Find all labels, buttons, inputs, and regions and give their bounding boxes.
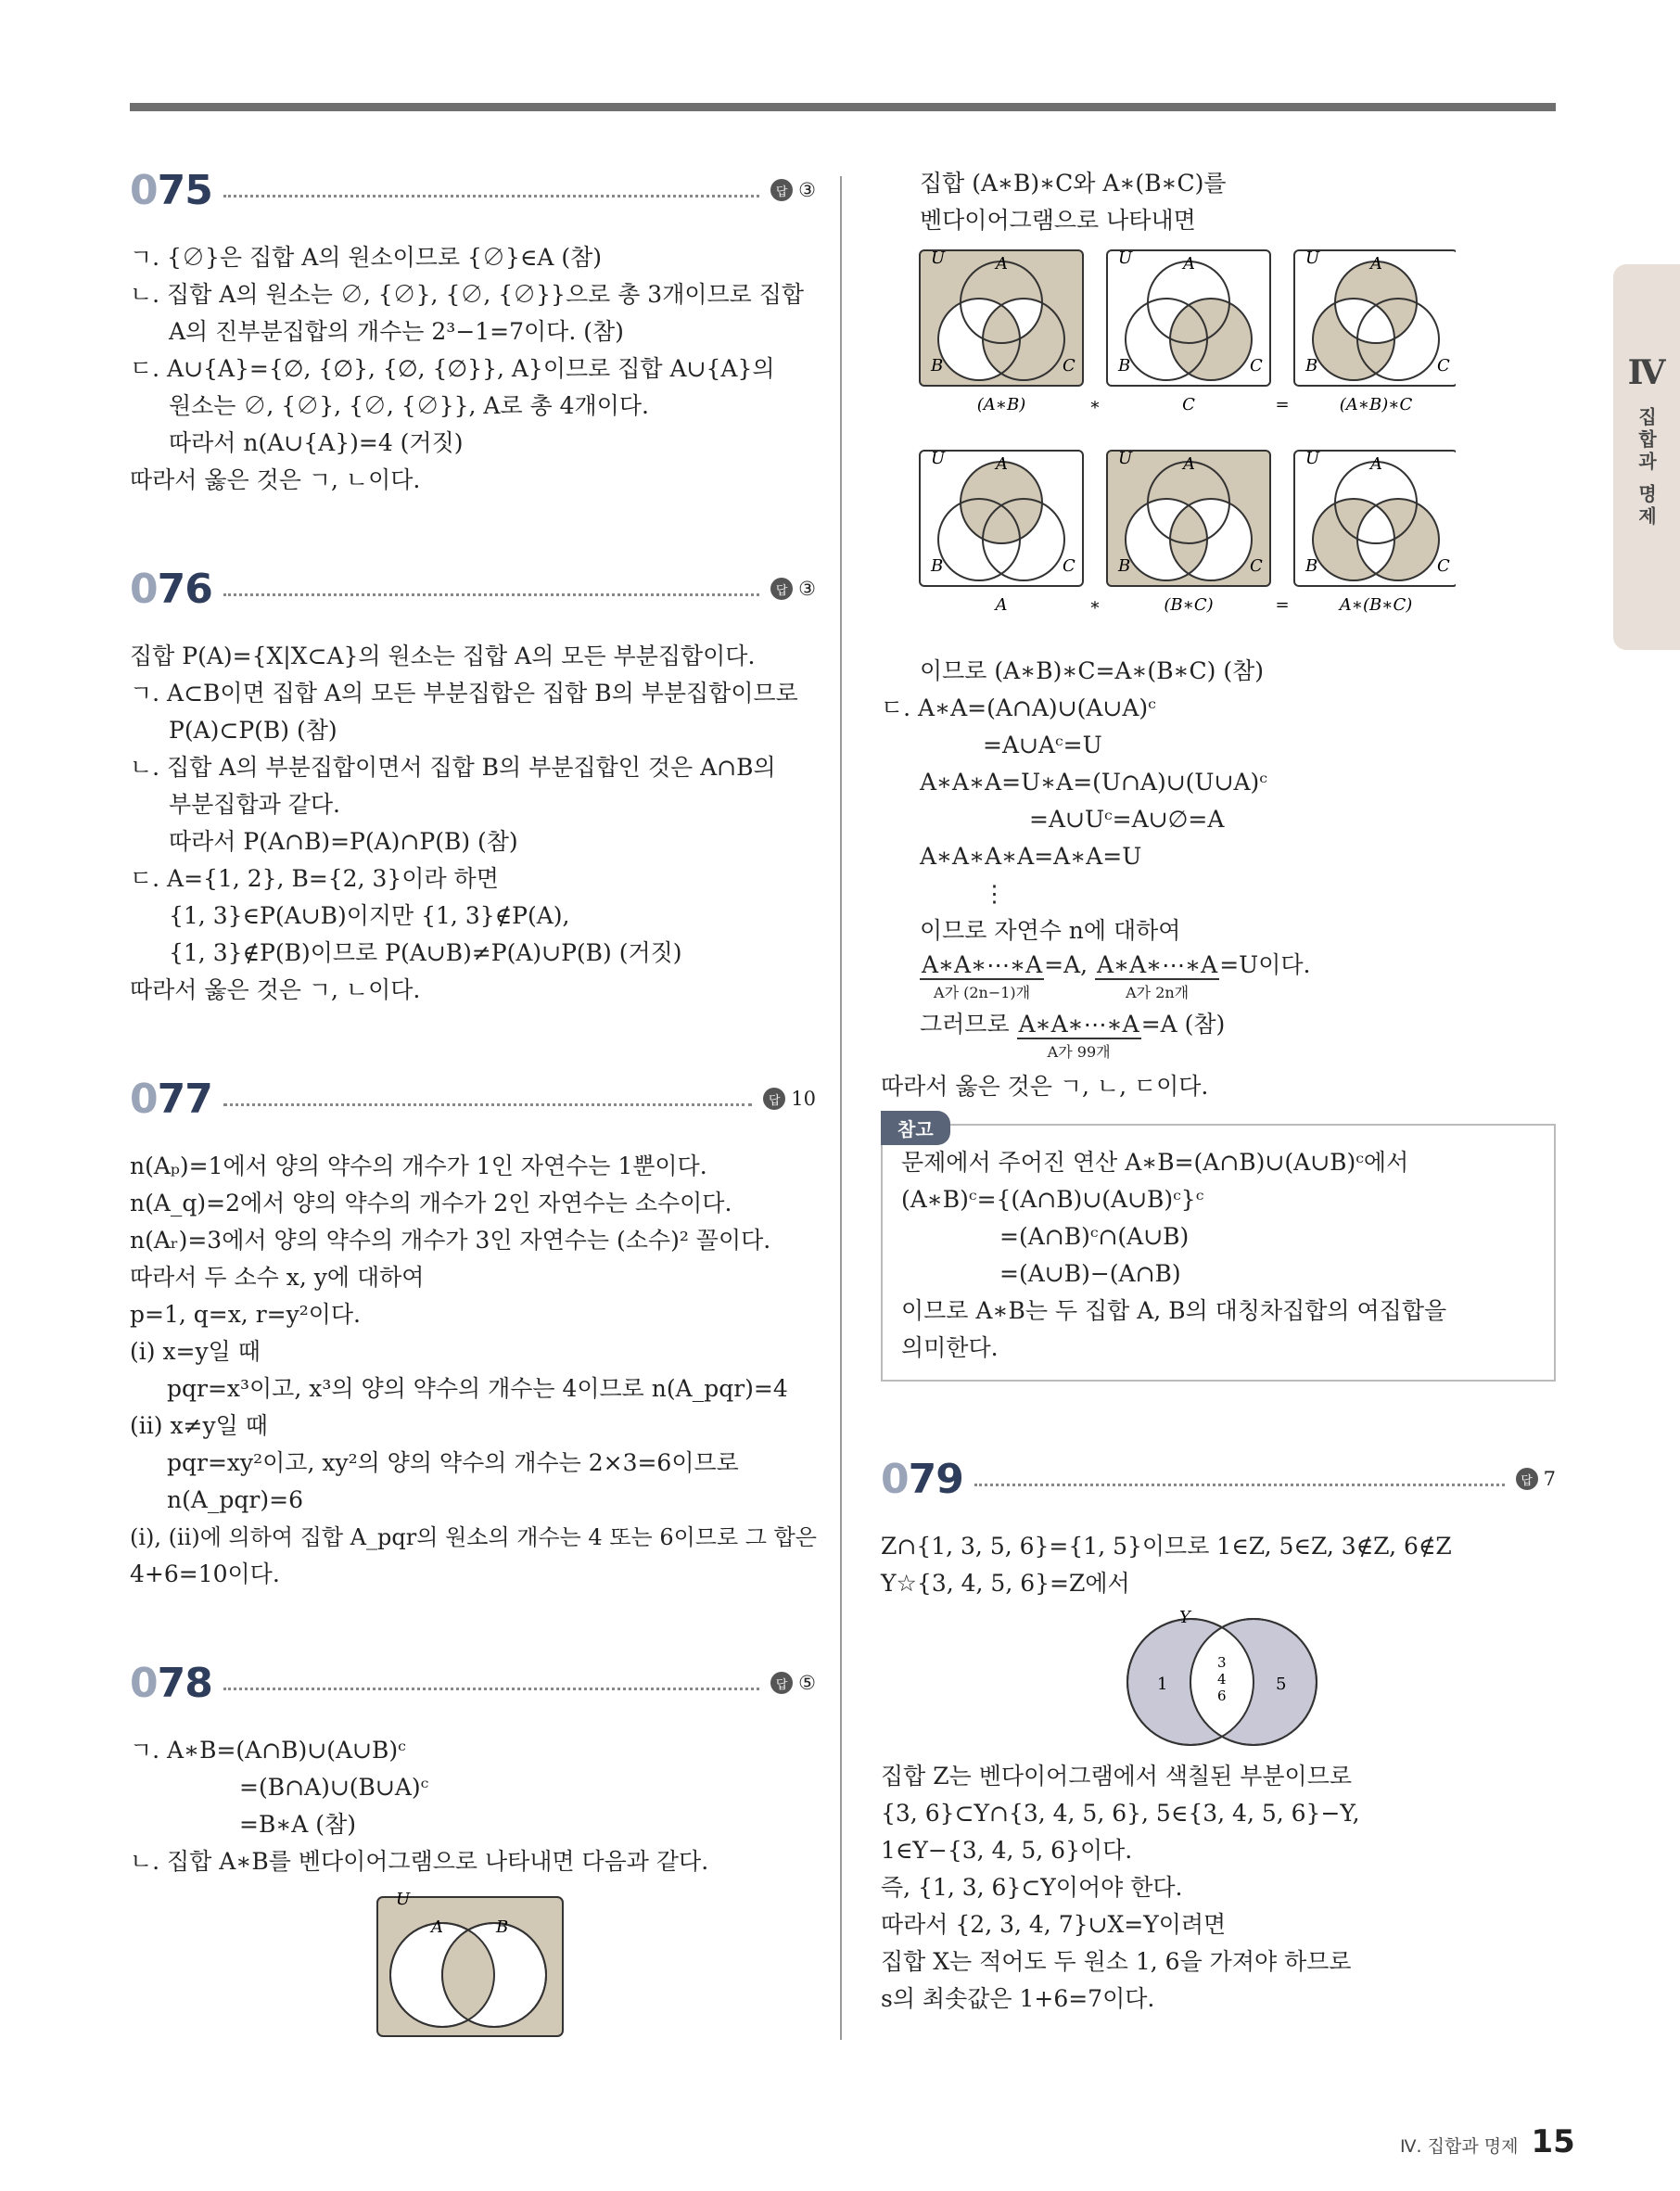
- venn-region-mid: 3: [1217, 1654, 1227, 1671]
- solution-line: ㄴ. 집합 A의 부분집합이면서 집합 B의 부분집합인 것은 A∩B의: [130, 754, 776, 781]
- venn-caption: A∗(B∗C): [1339, 595, 1413, 615]
- solution-line: 따라서 P(A∩B)=P(A)∩P(B) (참): [169, 828, 518, 855]
- problem-079: [881, 1446, 1556, 2018]
- venn-label-c: C: [1250, 556, 1263, 576]
- solution-line: (ⅱ) x≠y일 때: [130, 1412, 268, 1439]
- chapter-side-tab: [1613, 264, 1680, 650]
- solution-line: 원소는 ∅, {∅}, {∅, {∅}}, A로 총 4개이다.: [169, 392, 649, 419]
- brace-line: A∗A∗⋯∗A A가 (2n−1)개 =A, A∗A∗⋯∗A A가 2n개 =U이다.: [881, 949, 1556, 1009]
- solution-line: p=1, q=x, r=y²이다.: [130, 1301, 361, 1328]
- solution-line: 따라서 두 소수 x, y에 대하여: [130, 1264, 425, 1291]
- venn-panel: [1105, 449, 1272, 588]
- venn-label-b: B: [1118, 356, 1131, 376]
- solution-line: 1∈Y−{3, 4, 5, 6}이다.: [881, 1837, 1133, 1864]
- solution-line: =A∪Aᶜ=U: [983, 732, 1102, 758]
- solution-line: n(Aᵣ)=3에서 양의 약수의 개수가 3인 자연수는 (소수)² 꼴이다.: [130, 1227, 771, 1254]
- venn-caption: (A∗B): [976, 395, 1026, 414]
- venn-label-b: B: [496, 1917, 509, 1937]
- problem-header: [130, 556, 816, 621]
- solution-line: ⋮: [983, 880, 1006, 907]
- venn-grid-svg: [918, 248, 1456, 638]
- solution-line: Z∩{1, 3, 5, 6}={1, 5}이므로 1∈Z, 5∈Z, 3∉Z, 6∉Z: [881, 1533, 1452, 1560]
- solution-line: A∗A∗A∗A=A∗A=U: [920, 843, 1142, 870]
- brace-group: A∗A∗⋯∗A A가 (2n−1)개: [920, 949, 1044, 1009]
- solution-line: 이므로 (A∗B)∗C=A∗(B∗C) (참): [920, 657, 1265, 684]
- solution-line: P(A)⊂P(B) (참): [169, 717, 337, 744]
- note-box: [881, 1118, 1556, 1382]
- brace-label: A가 2n개: [1126, 984, 1190, 1001]
- venn-diagram-a-star-b: [375, 1892, 565, 2040]
- venn-caption: (B∗C): [1164, 595, 1214, 615]
- solution-line: pqr=xy²이고, xy²의 양의 약수의 개수는 2×3=6이므로: [167, 1449, 739, 1476]
- solution-line: (ⅰ), (ⅱ)에 의하여 집합 A_pqr의 원소의 개수는 4 또는 6이므로 그 합은: [130, 1524, 817, 1550]
- solution-line: 4+6=10이다.: [130, 1560, 280, 1587]
- solution-line: 따라서 옳은 것은 ㄱ, ㄴ이다.: [130, 466, 421, 493]
- solution-line: =A∪Uᶜ=A∪∅=A: [1029, 806, 1225, 833]
- problem-number: 079: [881, 1455, 963, 1503]
- note-line: 이므로 A∗B는 두 집합 A, B의 대칭차집합의 여집합을: [901, 1297, 1447, 1324]
- venn-label-b: B: [931, 356, 944, 376]
- venn-label-a: A: [996, 254, 1008, 274]
- venn-region-mid: 6: [1217, 1688, 1227, 1704]
- problem-header: [130, 158, 816, 223]
- conclusion: 따라서 옳은 것은 ㄱ, ㄴ, ㄷ이다.: [881, 1073, 1209, 1100]
- problem-number: 077: [130, 1075, 212, 1123]
- venn-label-u: U: [1305, 248, 1320, 268]
- venn-label-u: U: [396, 1892, 411, 1909]
- leader-dots: [223, 593, 759, 596]
- venn-region-left: 1: [1157, 1675, 1168, 1694]
- left-column: [130, 158, 816, 2044]
- solution-line: n(Aₚ)=1에서 양의 약수의 개수가 1인 자연수는 1뿐이다.: [130, 1153, 707, 1179]
- venn-label-u: U: [1305, 449, 1320, 468]
- column-divider: [840, 176, 842, 2040]
- leader-dots: [223, 1103, 752, 1106]
- venn-078: [375, 1892, 816, 2044]
- solution-line: ㄱ. A⊂B이면 집합 A의 모든 부분집합은 집합 B의 부분집합이므로: [130, 680, 798, 707]
- venn-label-c: C: [1063, 556, 1075, 576]
- problem-075: [130, 158, 816, 499]
- venn-label-a: A: [1183, 454, 1195, 474]
- solution-line: s의 최솟값은 1+6=7이다.: [881, 1985, 1155, 2012]
- right-column: [881, 165, 1556, 2018]
- venn-label-u: U: [1118, 449, 1133, 468]
- note-line: (A∗B)ᶜ={(A∩B)∪(A∪B)ᶜ}ᶜ: [901, 1186, 1204, 1213]
- venn-panel: [1292, 449, 1456, 588]
- venn-caption: ∗: [1088, 595, 1101, 615]
- solution-line: n(A_q)=2에서 양의 약수의 개수가 2인 자연수는 소수이다.: [130, 1190, 732, 1217]
- solution-line: {1, 3}∈P(A∪B)이지만 {1, 3}∉P(A),: [169, 902, 570, 929]
- note-line: 의미한다.: [901, 1334, 999, 1361]
- solution-line: ㄴ. 집합 A∗B를 벤다이어그램으로 나타내면 다음과 같다.: [130, 1848, 709, 1875]
- solution-line: ㄷ. A={1, 2}, B={2, 3}이라 하면: [130, 865, 499, 892]
- answer-badge-icon: 답: [1516, 1468, 1538, 1490]
- solution-line: {3, 6}⊂Y∩{3, 4, 5, 6}, 5∈{3, 4, 5, 6}−Y,: [881, 1800, 1360, 1827]
- note-line: =(A∪B)−(A∩B): [999, 1260, 1181, 1287]
- venn-label-b: B: [1305, 556, 1318, 576]
- solution-line: 따라서 {2, 3, 4, 7}∪X=Y이려면: [881, 1911, 1227, 1938]
- venn-caption: (A∗B)∗C: [1339, 395, 1413, 414]
- problem-header: [881, 1446, 1556, 1511]
- answer: 답 ③: [770, 179, 816, 201]
- venn-panel: [918, 449, 1085, 588]
- venn-079: [1124, 1610, 1556, 1752]
- chapter-roman: Ⅳ: [1627, 353, 1666, 392]
- venn-label-a: A: [996, 454, 1008, 474]
- answer-badge-icon: 답: [770, 578, 793, 600]
- intro-line: 벤다이어그램으로 나타내면: [920, 207, 1196, 234]
- answer: 답 ⑤: [770, 1672, 816, 1694]
- problem-header: [130, 1650, 816, 1715]
- venn-label-u: U: [1118, 248, 1133, 268]
- venn-panel: [918, 248, 1085, 388]
- solution-line: 집합 X는 적어도 두 원소 1, 6을 가져야 하므로: [881, 1948, 1352, 1975]
- venn-diagram-z: [1124, 1610, 1328, 1749]
- solution-line: =(B∩A)∪(B∪A)ᶜ: [239, 1774, 429, 1801]
- answer-badge-icon: 답: [763, 1088, 785, 1110]
- brace-group: A∗A∗⋯∗A A가 99개: [1017, 1009, 1141, 1068]
- answer-badge-icon: 답: [770, 1672, 793, 1694]
- solution-line: A의 진부분집합의 개수는 2³−1=7이다. (참): [169, 318, 624, 345]
- solution-line: 이므로 자연수 n에 대하여: [920, 917, 1181, 944]
- venn-label-a: A: [431, 1917, 443, 1937]
- venn-region-mid: 4: [1217, 1671, 1227, 1688]
- venn-label-a: A: [1370, 254, 1382, 274]
- venn-label-b: B: [1118, 556, 1131, 576]
- answer-badge-icon: 답: [770, 179, 793, 201]
- page-number: 15: [1531, 2123, 1575, 2160]
- solution-line: ㄱ. {∅}은 집합 A의 원소이므로 {∅}∈A (참): [130, 244, 603, 271]
- venn-label-b: B: [1305, 356, 1318, 376]
- problem-078: [130, 1650, 816, 2044]
- problem-number: 075: [130, 166, 212, 214]
- venn-label-y: Y: [1179, 1610, 1190, 1627]
- venn-label-u: U: [931, 449, 946, 468]
- solution-line: 따라서 옳은 것은 ㄱ, ㄴ이다.: [130, 976, 421, 1003]
- solution-line: Y☆{3, 4, 5, 6}=Z에서: [881, 1570, 1130, 1597]
- chapter-title: 집합과 명제: [1635, 407, 1658, 529]
- leader-dots: [223, 195, 759, 197]
- solution-line: ㄱ. A∗B=(A∩B)∪(A∪B)ᶜ: [130, 1737, 406, 1764]
- answer: 답 7: [1516, 1468, 1556, 1490]
- solution-line: ㄷ. A∗A=(A∩A)∪(A∪A)ᶜ: [881, 694, 1156, 721]
- top-rule: [130, 103, 1556, 111]
- venn-caption: A: [995, 595, 1008, 615]
- venn-caption: =: [1275, 395, 1290, 414]
- note-line: 문제에서 주어진 연산 A∗B=(A∩B)∪(A∪B)ᶜ에서: [901, 1149, 1409, 1176]
- answer: 답 10: [763, 1088, 816, 1110]
- venn-label-a: A: [1183, 254, 1195, 274]
- solution-line: 따라서 n(A∪{A})=4 (거짓): [169, 429, 464, 456]
- note-line: =(A∩B)ᶜ∩(A∪B): [999, 1223, 1190, 1250]
- venn-caption: =: [1275, 595, 1290, 615]
- problem-076: [130, 556, 816, 1009]
- venn-region-right: 5: [1276, 1675, 1287, 1694]
- answer: 답 ③: [770, 578, 816, 600]
- brace-label: A가 (2n−1)개: [934, 984, 1031, 1001]
- problem-077: [130, 1066, 816, 1593]
- solution-line: ㄴ. 집합 A의 원소는 ∅, {∅}, {∅, {∅}}으로 총 3개이므로 집합: [130, 281, 805, 308]
- problem-header: [130, 1066, 816, 1131]
- venn-label-c: C: [1250, 356, 1263, 376]
- leader-dots: [974, 1484, 1505, 1486]
- venn-caption: C: [1182, 395, 1195, 414]
- solution-line: 부분집합과 같다.: [169, 791, 340, 818]
- page-footer: [1400, 2123, 1575, 2160]
- venn-label-c: C: [1437, 556, 1450, 576]
- brace-group: A∗A∗⋯∗A A가 2n개: [1095, 949, 1219, 1009]
- solution-line: n(A_pqr)=6: [167, 1486, 303, 1513]
- venn-label-c: C: [1437, 356, 1450, 376]
- intro-line: 집합 (A∗B)∗C와 A∗(B∗C)를: [920, 170, 1227, 197]
- venn-panel: [1105, 248, 1272, 388]
- note-tag: 참고: [881, 1111, 950, 1145]
- solution-line: 집합 P(A)={X|X⊂A}의 원소는 집합 A의 모든 부분집합이다.: [130, 643, 756, 669]
- solution-line: ㄷ. A∪{A}={∅, {∅}, {∅, {∅}}, A}이므로 집합 A∪{A}의: [130, 355, 775, 382]
- venn-grid: [918, 248, 1556, 642]
- problem-number: 078: [130, 1659, 212, 1707]
- venn-label-b: B: [931, 556, 944, 576]
- venn-caption: ∗: [1088, 395, 1101, 414]
- solution-line: pqr=x³이고, x³의 양의 약수의 개수는 4이므로 n(A_pqr)=4: [167, 1375, 788, 1402]
- venn-label-a: A: [1370, 454, 1382, 474]
- leader-dots: [223, 1688, 759, 1690]
- venn-label-c: C: [1063, 356, 1075, 376]
- brace-label: A가 99개: [1047, 1043, 1111, 1061]
- solution-line: 즉, {1, 3, 6}⊂Y이어야 한다.: [881, 1874, 1183, 1901]
- solution-line: A∗A∗A=U∗A=(U∩A)∪(U∪A)ᶜ: [920, 769, 1267, 796]
- solution-line: 집합 Z는 벤다이어그램에서 색칠된 부분이므로: [881, 1763, 1353, 1790]
- problem-number: 076: [130, 565, 212, 613]
- venn-label-u: U: [931, 248, 946, 268]
- solution-line: (ⅰ) x=y일 때: [130, 1338, 261, 1365]
- solution-line: =B∗A (참): [239, 1811, 356, 1838]
- footer-section: Ⅳ. 집합과 명제: [1400, 2136, 1519, 2157]
- solution-line: {1, 3}∉P(B)이므로 P(A∪B)≠P(A)∪P(B) (거짓): [169, 939, 682, 966]
- brace-line: 그러므로 A∗A∗⋯∗A A가 99개 =A (참): [881, 1009, 1556, 1068]
- venn-panel: [1292, 248, 1456, 388]
